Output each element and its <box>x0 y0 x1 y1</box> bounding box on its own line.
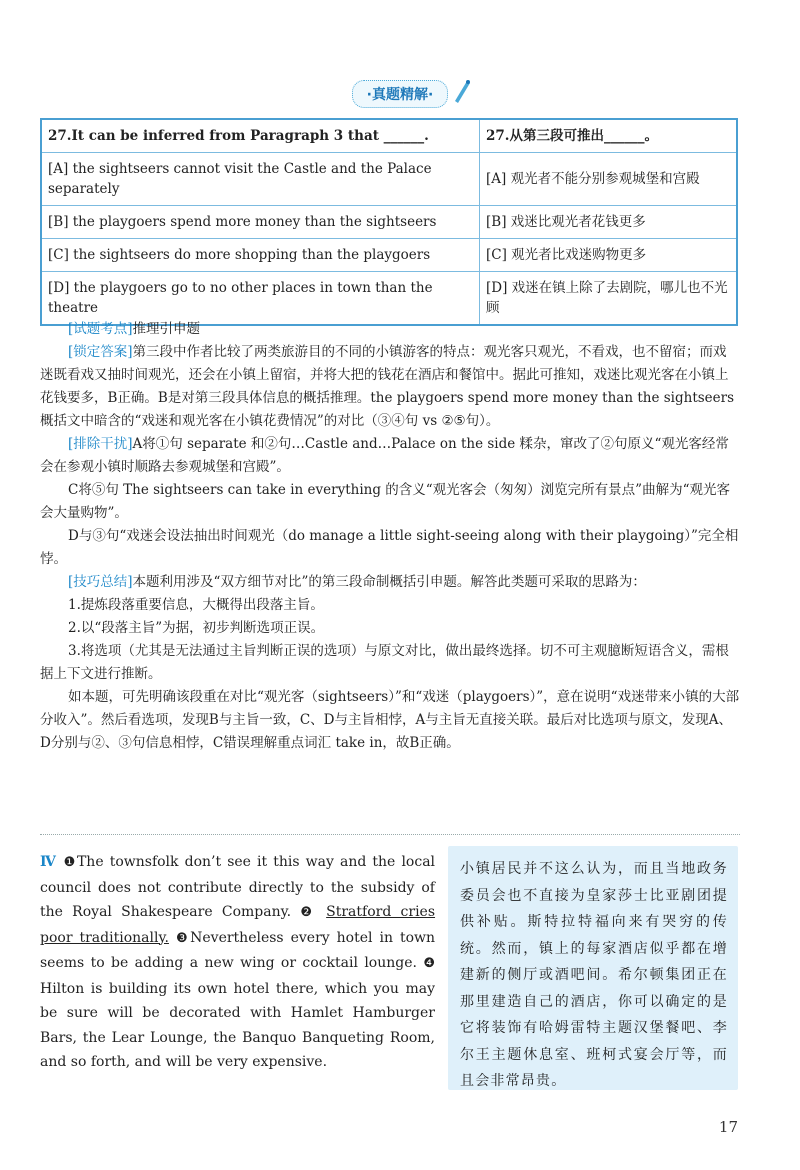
answer-text: 第三段中作者比较了两类旅游目的不同的小镇游客的特点：观光客只观光，不看戏，也不留宿；而戏迷既看戏又抽时间观光，还会在小镇上留宿，并将大把的钱花在酒店和餐馆中。据此可推知，戏迷比观光客在小镇上花钱要多，B正确。B是对第三段具体信息的概括推理。the playgoers spend more money than the sightseers 概括文中暗含的“戏迷和观光客在小镇花费情况”的对比（③④句 vs ②⑤句）。 <box>40 344 735 429</box>
question-stem-zh: 27.从第三段可推出______。 <box>480 119 738 153</box>
option-row <box>41 206 737 239</box>
pen-icon <box>451 77 473 103</box>
sentence-2: Stratford cries poor traditionally. <box>40 904 436 946</box>
sentence-1-number: ❶ <box>63 855 77 870</box>
sentence-4: Hilton is building its own hotel there, which you may be sure will be decorated with Hamlet Hamburger Bars, the Lear Lounge, the Banquo Banqueting Room, and so forth, and will be very expensive. <box>40 980 435 1070</box>
option-b-en: [B] the playgoers spend more money than the sightseers <box>41 206 480 239</box>
section-divider <box>40 834 740 835</box>
option-row <box>41 272 737 326</box>
translation-text: 小镇居民并不这么认为，而且当地政务委员会也不直接为皇家莎士比亚剧团提供补贴。斯特拉特福向来有哭穷的传统。然而，镇上的每家酒店似乎都在增建新的侧厅或酒吧间。希尔顿集团正在那里建造自己的酒店，你可以确定的是它将装饰有哈姆雷特主题汉堡餐吧、李尔王主题休息室、班柯式宴会厅等，而且会非常昂贵。 <box>460 861 728 1089</box>
step-item: 1.提炼段落重要信息，大概得出段落主旨。 <box>68 597 324 613</box>
sentence-3: Nevertheless every hotel in town seems to be adding a new wing or cocktail lounge. <box>40 929 435 971</box>
option-a-zh: [A] 观光者不能分别参观城堡和宫殿 <box>480 153 738 206</box>
translation-box <box>448 846 738 1090</box>
section-title <box>352 80 449 108</box>
section-title-text: ·真题精解· <box>366 87 434 103</box>
sentence-2-number: ❷ <box>300 905 317 920</box>
summary-tag: [技巧总结] <box>68 574 133 590</box>
option-d-en: [D] the playgoers go to no other places in town than the theatre <box>41 272 480 326</box>
kaodian-paragraph <box>40 318 740 341</box>
exclude-d-paragraph: D与③句“戏迷会设法抽出时间观光（do manage a little sight-seeing along with their playgoing）”完全相悖。 <box>40 528 739 567</box>
question-stem-en: 27.It can be inferred from Paragraph 3 that ______. <box>41 119 480 153</box>
question-table <box>40 118 738 326</box>
option-a-en: [A] the sightseers cannot visit the Castle and the Palace separately <box>41 153 480 206</box>
sentence-3-number: ❸ <box>175 930 191 946</box>
option-row <box>41 239 737 272</box>
page-number: 17 <box>718 1118 738 1136</box>
answer-tag: [锁定答案] <box>68 344 133 360</box>
passage-paragraph-iv <box>40 850 435 1075</box>
option-b-zh: [B] 戏迷比观光者花钱更多 <box>480 206 738 239</box>
answer-analysis <box>40 318 740 755</box>
answer-paragraph <box>40 341 740 433</box>
option-c-en: [C] the sightseers do more shopping than the playgoers <box>41 239 480 272</box>
step-item: 2.以“段落主旨”为据，初步判断选项正误。 <box>68 620 325 636</box>
exclude-paragraph <box>40 433 740 479</box>
option-row <box>41 153 737 206</box>
example-paragraph: 如本题，可先明确该段重在对比“观光客（sightseers）”和“戏迷（playgoers）”，意在说明“戏迷带来小镇的大部分收入”。然后看选项，发现B与主旨一致，C、D与主旨相悖，A与主旨无直接关联。最后对比选项与原文，发现A、D分别与②、③句信息相悖，C错误理解重点词汇 take in，故B正确。 <box>40 689 740 751</box>
question-head-row <box>41 119 737 153</box>
summary-text: 本题利用涉及“双方细节对比”的第三段命制概括引申题。解答此类题可采取的思路为： <box>132 574 646 590</box>
paragraph-number: Ⅳ <box>40 854 58 870</box>
exclude-text: A将①句 separate 和②句…Castle and…Palace on the side 糅杂，窜改了②句原义“观光客经常会在参观小镇时顺路去参观城堡和宫殿”。 <box>40 436 729 475</box>
summary-paragraph <box>40 571 740 594</box>
kaodian-text: 推理引申题 <box>132 321 201 337</box>
kaodian-tag: [试题考点] <box>68 321 133 337</box>
sentence-1: The townsfolk don’t see it this way and the local council does not contribute directly to the subsidy of the Royal Shakespeare Company. <box>40 854 436 920</box>
exclude-tag: [排除干扰] <box>68 436 133 452</box>
step-item: 3.将选项（尤其是无法通过主旨判断正误的选项）与原文对比，做出最终选择。切不可主观臆断短语含义，需根据上下文进行推断。 <box>40 643 729 682</box>
exclude-c-paragraph: C将⑤句 The sightseers can take in everything 的含义“观光客会（匆匆）浏览完所有景点”曲解为“观光客会大量购物”。 <box>40 482 730 521</box>
option-d-zh: [D] 戏迷在镇上除了去剧院，哪儿也不光顾 <box>480 272 738 326</box>
option-c-zh: [C] 观光者比戏迷购物更多 <box>480 239 738 272</box>
section-header <box>0 80 800 108</box>
sentence-4-number: ❹ <box>423 956 435 971</box>
